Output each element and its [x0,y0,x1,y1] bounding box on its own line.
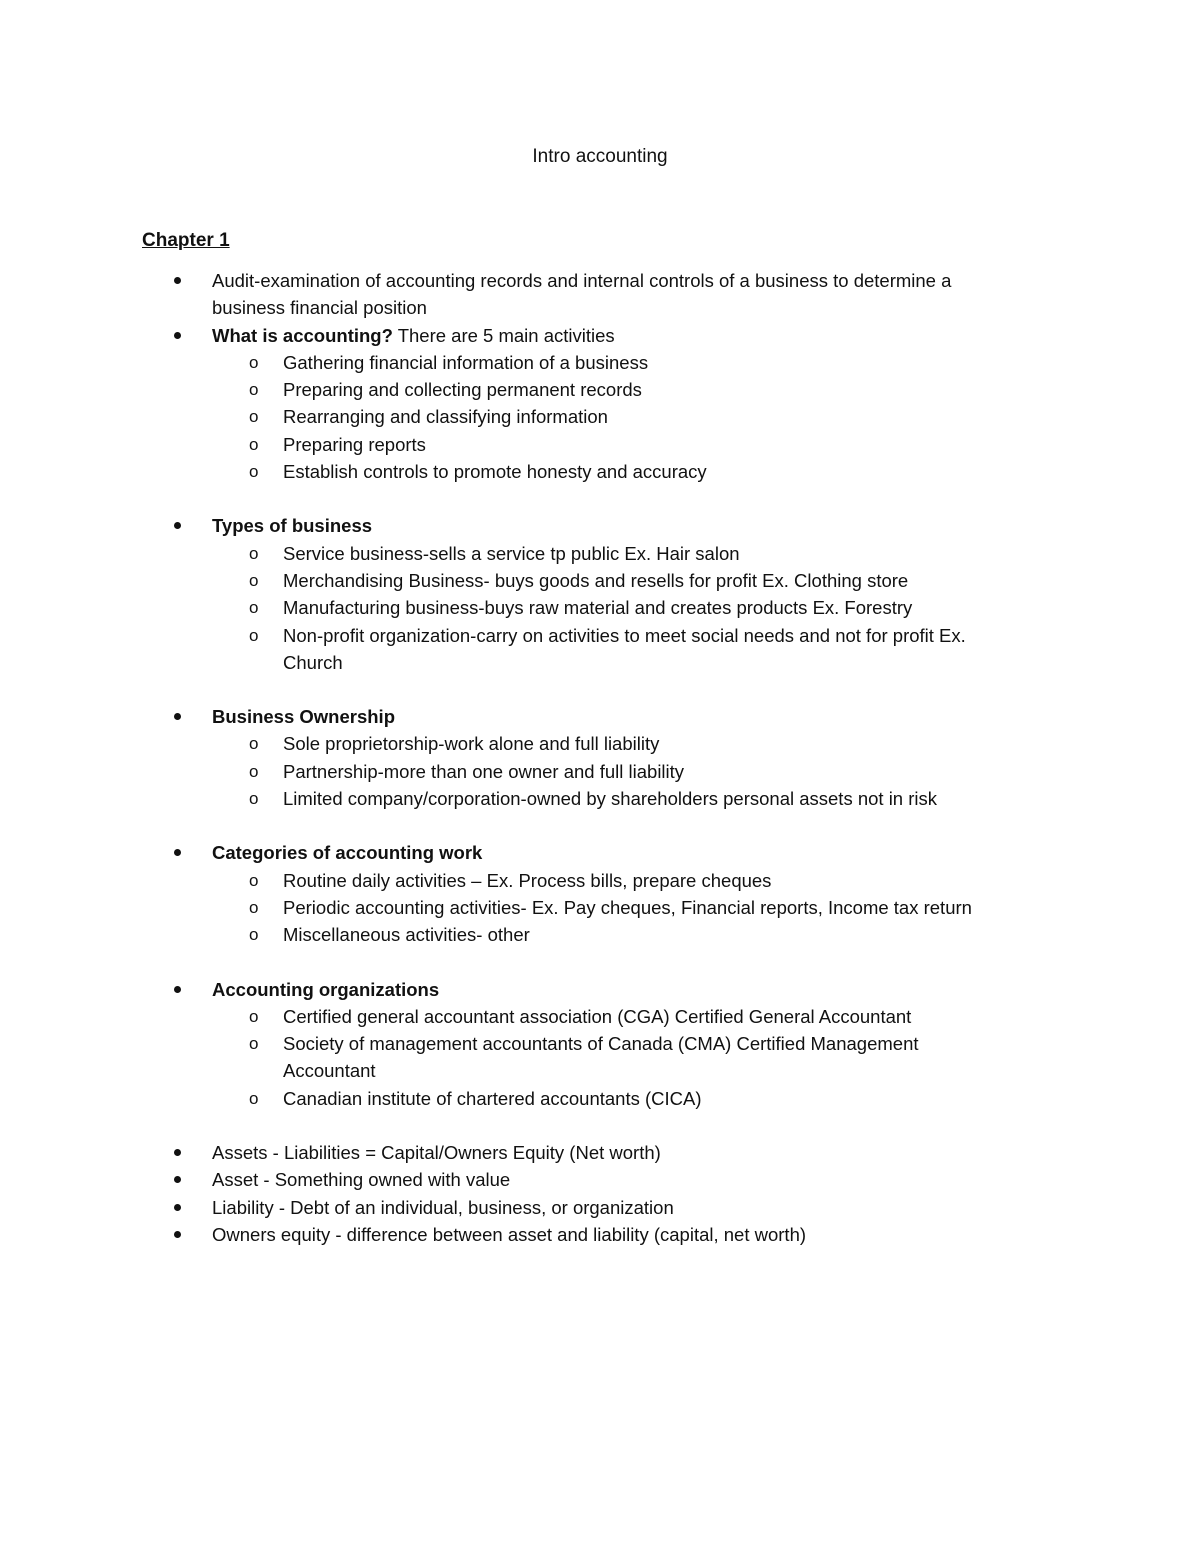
circle-bullet-icon: o [249,543,259,563]
sub-bullet-text: Establish controls to promote honesty and accuracy [283,461,707,483]
sub-bullet-item [0,785,1200,812]
sub-bullet-item [0,594,1200,621]
sub-bullet-item [0,758,1200,785]
circle-bullet-icon: o [249,897,259,917]
sub-bullet-item [0,567,1200,594]
sub-bullet-text: Gathering financial information of a business [283,351,649,373]
bullet-item-categories [0,839,1200,866]
sub-bullet-text: Preparing reports [283,433,426,455]
sub-bullet-text: Manufacturing business-buys raw material and creates products Ex. Forestry [283,597,913,619]
sub-bullet-item [0,349,1200,376]
sub-bullet-text: Non-profit organization-carry on activities to meet social needs and not for profit Ex. [283,624,966,646]
sub-bullet-item [0,1030,1200,1057]
sub-bullet-item [0,458,1200,485]
sub-bullet-text: Sole proprietorship-work alone and full liability [283,733,660,755]
circle-bullet-icon: o [249,761,259,781]
circle-bullet-icon: o [249,407,259,427]
sub-bullet-continuation [0,1057,1200,1084]
bullet-item-continuation [0,294,1200,321]
circle-bullet-icon: o [249,925,259,945]
bullet-item-what-is-accounting [0,322,1200,349]
bullet-icon [172,1139,186,1166]
sub-bullet-item [0,540,1200,567]
chapter-heading: Chapter 1 [142,230,230,251]
bullet-text: Audit-examination of accounting records and internal controls of a business to determine a [212,270,952,291]
spacer [0,949,1200,976]
bullet-item-liability [0,1194,1200,1221]
sub-bullet-text: Church [283,651,343,673]
circle-bullet-icon: o [249,598,259,618]
circle-bullet-icon: o [249,1006,259,1026]
notes-list [0,267,1200,1248]
bullet-heading: Categories of accounting work [212,842,483,864]
spacer [0,812,1200,839]
bullet-item-business-ownership [0,703,1200,730]
sub-bullet-text: Certified general accountant association (CGA) Certified General Accountant [283,1005,912,1027]
circle-bullet-icon: o [249,734,259,754]
bullet-icon [172,322,186,349]
document-title: Intro accounting [532,146,668,167]
bullet-heading: What is accounting? [212,324,393,346]
bullet-icon [172,512,186,539]
sub-bullet-item [0,1085,1200,1112]
bullet-icon [172,1166,186,1193]
circle-bullet-icon: o [249,434,259,454]
sub-bullet-item [0,867,1200,894]
bullet-heading: Accounting organizations [212,978,440,1000]
sub-bullet-item [0,1003,1200,1030]
sub-bullet-item [0,894,1200,921]
spacer [0,485,1200,512]
bullet-heading: Business Ownership [212,706,395,728]
sub-bullet-text: Preparing and collecting permanent records [283,379,642,401]
bullet-icon [172,1221,186,1248]
bullet-item-types-of-business [0,512,1200,539]
bullet-item-audit [0,267,1200,294]
sub-bullet-text: Miscellaneous activities- other [283,924,530,946]
sub-bullet-item [0,622,1200,649]
sub-bullet-text: Partnership-more than one owner and full liability [283,760,685,782]
sub-bullet-continuation [0,649,1200,676]
circle-bullet-icon: o [249,570,259,590]
circle-bullet-icon: o [249,1088,259,1108]
bullet-item-owners-equity [0,1221,1200,1248]
bullet-icon [172,703,186,730]
sub-bullet-text: Accountant [283,1060,376,1082]
sub-bullet-item [0,431,1200,458]
circle-bullet-icon: o [249,1034,259,1054]
bullet-text: Liability - Debt of an individual, business, or organization [212,1196,674,1218]
bullet-item-accounting-organizations [0,976,1200,1003]
spacer [0,1112,1200,1139]
sub-bullet-text: Routine daily activities – Ex. Process bills, prepare cheques [283,869,772,891]
circle-bullet-icon: o [249,462,259,482]
sub-bullet-text: Rearranging and classifying information [283,406,608,428]
sub-bullet-item [0,921,1200,948]
sub-bullet-item [0,403,1200,430]
bullet-text: There are 5 main activities [392,324,615,346]
bullet-item-asset [0,1166,1200,1193]
bullet-icon [172,839,186,866]
circle-bullet-icon: o [249,380,259,400]
sub-bullet-item [0,730,1200,757]
circle-bullet-icon: o [249,870,259,890]
bullet-text: Owners equity - difference between asset and liability (capital, net worth) [212,1223,807,1245]
sub-bullet-text: Service business-sells a service tp public Ex. Hair salon [283,542,740,564]
sub-bullet-text: Limited company/corporation-owned by shareholders personal assets not in risk [283,788,938,810]
circle-bullet-icon: o [249,789,259,809]
bullet-text: business financial position [212,297,427,319]
sub-bullet-text: Canadian institute of chartered accountants (CICA) [283,1087,702,1109]
bullet-icon [172,1194,186,1221]
sub-bullet-text: Merchandising Business- buys goods and resells for profit Ex. Clothing store [283,569,909,591]
bullet-item-equation [0,1139,1200,1166]
bullet-text: Asset - Something owned with value [212,1169,511,1191]
circle-bullet-icon: o [249,352,259,372]
sub-bullet-text: Periodic accounting activities- Ex. Pay cheques, Financial reports, Income tax return [283,896,972,918]
bullet-icon [172,976,186,1003]
bullet-icon [172,267,186,294]
sub-bullet-text: Society of management accountants of Canada (CMA) Certified Management [283,1033,919,1055]
circle-bullet-icon: o [249,625,259,645]
bullet-text: Assets - Liabilities = Capital/Owners Equity (Net worth) [212,1142,661,1164]
bullet-heading: Types of business [212,515,373,537]
spacer [0,676,1200,703]
sub-bullet-item [0,376,1200,403]
